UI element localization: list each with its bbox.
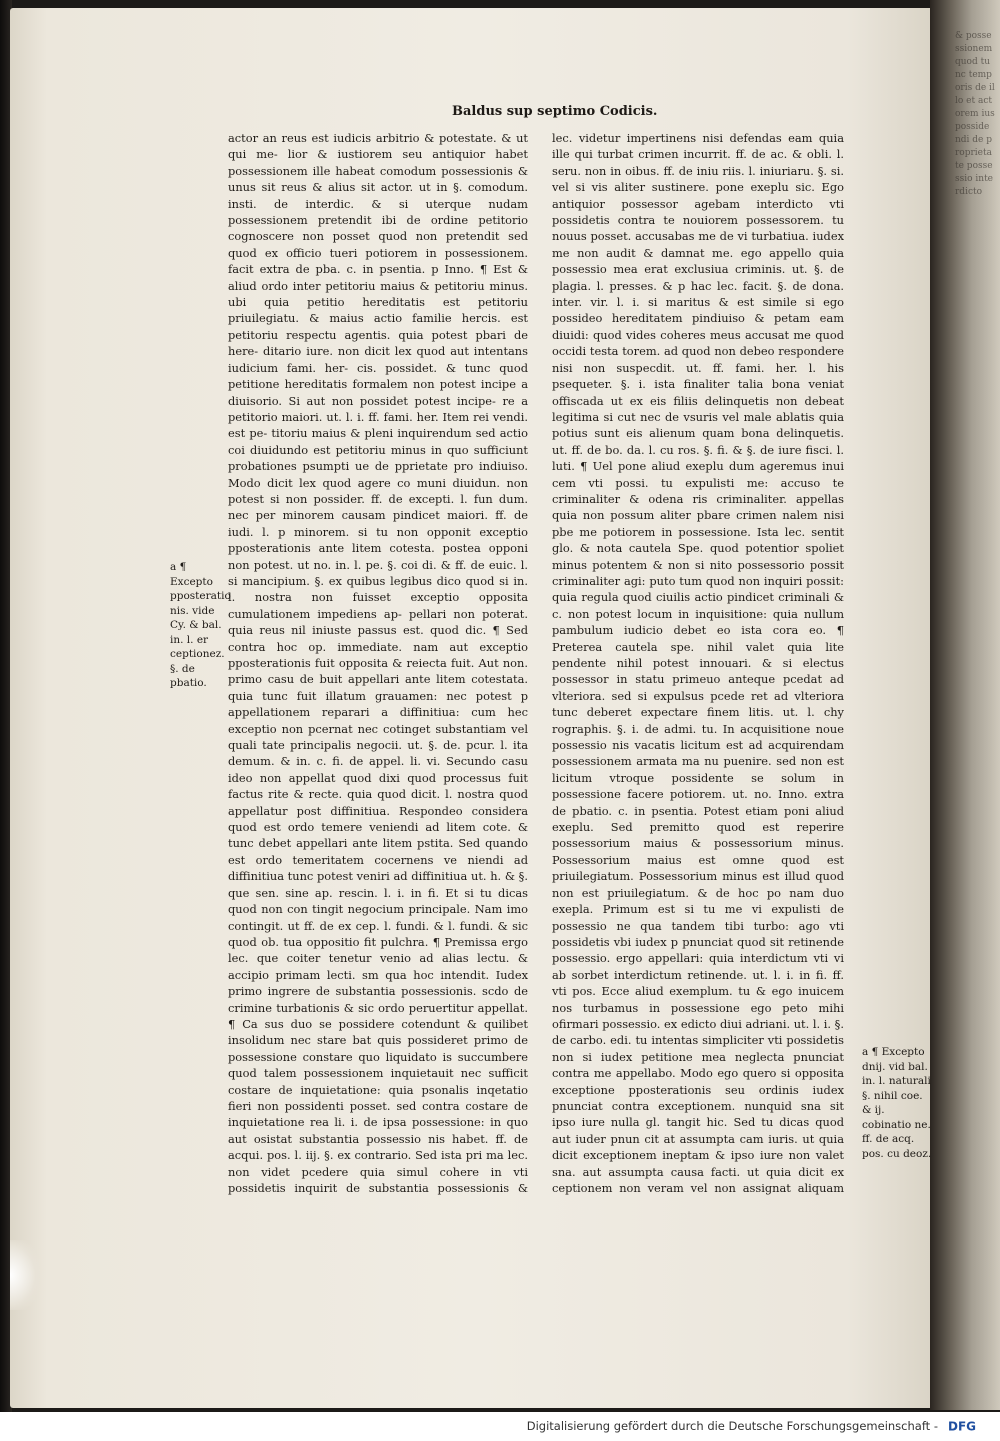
right-text-column: lec. videtur impertinens nisi defendas eam quia ille qui turbat crimen incurrit. ff. de ac. & obli. l. seru. non in oibus. ff. de iniu riis. l. iniuriaru. §. si. vel si vis aliter sustinere. pone exeplu sic. Ego antiquior possessor agebam interdicto vti possidetis contra te nouiorem possessorem. tu nouus posset. accusabas me de vi turbatiua. iudex me non audit & damnat me. ego appello quia possessio mea erat exclusiua criminis. ut. §. de plagia. l. presses. & p hac lec. facit. §. de dona. inter. vir. l. i. si maritus & est simile si ego possideo hereditatem pindiuiso & petam eam diuidi: quod vides coheres meus accusat me quod occidi testa torem. ad quod non debeo respondere nisi non suspecdit. ut. ff. fami. her. l. his psequeter. §. i. ista finaliter talia bona veniat offiscada ut ex eis filiis delinquetis non debeat legitima si cut nec de vsuris vel male ablatis quia potius sunt eis alienum quam bona delinquetis. ut. ff. de bo. da. l. cu ros. §. fi. & §. de iure fisci. l. luti. ¶ Uel pone aliud exeplu dum ageremus inui cem vti possi. tu expulisti me: accuso te criminaliter & odena ris criminaliter. appellas quia non possum aliter pbare crimen nalem nisi pbe me potiorem in possessione. Ista lec. sentit glo. & nota cautela Spe. quod potentior spoliet minus potentem & non si nito possessorio possit criminaliter agi: puto tum quod non inquiri possit: quia regula quod ciuilis actio pindicet criminali & c. non potest locum in inquisitione: quia nullum pambulum iudicio debet eo ista cora eo. ¶ Preterea cautela spe. nihil valet quia lite pendente nihil potest innouari. & si electus possessor in statu primeuo anteque pcedat ad vlteriora. sed si expulsus pcede ret ad vlteriora tunc deberet expectare finem litis. ut. l. chy rographis. §. i. de admi. tu. In acquisitione noue possessio nis vacatis licitum est ad acquirendam possessionem armata ma nu puenire. sed non est licitum vtroque possidente se solum in possessione facere potiorem. ut. no. Inno. extra de pbatio. c. in psentia. Potest etiam poni aliud exeplu. Sed premitto quod est reperire possessorium maius & possessorium minus. Possessorium maius est omne quod est priuilegiatum. Possessorium minus est illud quod non est priuilegiatum. & de hoc po nam duo exepla. Primum est si tu me vi expulisti de possessio ne qua tandem tibi turbo: ago vti possidetis vbi iudex p pnunciat quod sit retinende possessio. ergo appellari: quia interdictum vti vi ab sorbet interdictum retinende. ut. l. i. in fi. ff. vti pos. Ecce aliud exemplum. tu & ego inuicem nos turbamus in possessione ego peto mihi ofirmari possessio. ex edicto diui adriani. ut. l. i. §. de carbo. edi. tu intentas simpliciter vti possidetis non si iudex petitione mea neglecta pnunciat contra me appellabo. Modo ego quero si opposita exceptione pposterationis seu ordinis iudex pnunciat contra exceptionem. nunquid sna sit ipso iure nulla gl. tangit hic. Sed tu dicas quod aut iuder pnun cit at assumpta cam iuris. ut quia dicit exceptionem ineptam & ipso iure non valet sna. aut assumpta causa facti. ut quia dicit ex ceptionem non veram vel non assignat aliquam	[552, 131, 844, 1195]
footer-credit: Digitalisierung gefördert durch die Deutsche Forschungsgemeinschaft -	[526, 1419, 938, 1433]
margin-note-left: a ¶ Excepto pposteratio nis. vide Cy. & bal. in. l. er ceptionez. §. de pbatio.	[170, 561, 231, 689]
footer-bar	[0, 1412, 1000, 1441]
dfg-logo-text: DFG	[948, 1419, 977, 1434]
left-text-column: actor an reus est iudicis arbitrio & potestate. & ut qui me- lior & iustiorem seu antiquior habet possessionem ille habeat comodum possessionis & unus sit reus & alius sit actor. ut in §. comodum. insti. de interdic. & si uterque nudam possessionem pretendit ibi de ordine petitorio cognoscere non posset quod non pretendit sed quod ex officio tueri potiorem in possessionem. facit extra de pba. c. in psentia. p Inno. ¶ Est & aliud ordo inter petitoriu maius & petitoriu minus. ubi quia petitio hereditatis est petitoriu priuilegiatu. & maius actio familie hercis. est petitoriu respectu agentis. quia potest pbari de here- ditario iure. non dicit lex quod aut intentans iudicium fami. her- cis. possidet. & tunc quod petitione hereditatis formalem non potest incipe a diuisorio. Si aut non possidet potest incipe- re a petitorio maiori. ut. l. i. ff. fami. her. Item rei vendi. est pe- titoriu maius & pleni inquirendum sed actio coi diuidundo est petitoriu minus in quo sufficiunt probationes psumpti ue de pprietate pro indiuiso. Modo dicit lex quod agere co muni diuidun. non potest si non possider. ff. de excepti. l. fun dum. nec per minorem causam pindicet maiori. ff. de iudi. l. p minorem. si tu non opponit exceptio pposterationis ante litem cotesta. postea opponi non potest. ut no. in. l. pe. §. coi di. & ff. de euic. l. si mancipium. §. ex quibus legibus dico quod si in. l. nostra non fuisset exceptio opposita cumulationem impediens ap- pellari non poterat. quia reus nil iniuste passus est. quod dic. ¶ Sed contra hoc op. immediate. nam aut exceptio pposterationis fuit opposita & reiecta fuit. Aut non. primo casu de buit appellari ante litem cotestata. quia tunc fuit illatum grauamen: nec potest p appellationem reparari a diffinitiua: cum hec exceptio non pcernat nec cotinget substantiam vel quali tate principalis negocii. ut. §. de. pcur. l. ita demum. & in. c. fi. de appel. li. vi. Secundo casu ideo non appellat quod dixi quod processus fuit factus rite & recte. quia quod dicit. l. nostra quod appellatur post diffinitiua. Respondeo considera quod est ordo temere veniendi ad litem cote. & tunc debet appellari ante litem pstita. Sed quando est ordo temeritatem cocernens ve niendi ad diffinitiua tunc potest veniri ad diffinitiua ut. h. & §. que sen. sine ap. rescin. l. i. in fi. Et si tu dicas quod non con tingit negocium principale. Nam imo contingit. ut ff. de ex cep. l. fundi. & l. fundi. & sic quod ob. tua oppositio fit pulchra. ¶ Premissa ergo lec. que coiter tenetur venio ad alias lectu. & accipio primam lecti. sm qua hoc intendit. Iudex primo ingrere de substantia possessionis. scdo de crimine turbationis & sic ordo peruertitur appellat. ¶ Ca sus duo se possidere cotendunt & quilibet insolidum nec stare bat quis possideret primo de possessione constare quo liquidato is succumbere quod talem possessionem inquietauit nec sufficit costare de inquietatione: quia psonalis inqetatio fieri non possidenti posset. sed contra costare de inquietatione rea li. i. de ipsa possessione: in quo aut osistat substantia possessio nis habet. ff. de acqui. pos. l. iij. §. ex contrario. Sed ista pri ma lec. non videt pcedere quia simul cohere in vti possidetis inquirit de substantia possessionis &	[228, 131, 528, 1195]
gutter-bleed-text: & possessionem quod tunc temporis de illo et actorem ius possidendi de proprietate possessio interdicto	[955, 31, 995, 197]
dfg-logo-icon	[946, 1418, 992, 1434]
page-stain	[10, 1240, 40, 1310]
margin-note-right: a ¶ Excepto dnij. vid bal. in. l. naturali §. nihil coe. & ij. cobinatio ne. ff. de acq. pos. cu deoz.	[862, 1046, 932, 1160]
running-header: Baldus sup septimo Codicis.	[452, 104, 658, 119]
